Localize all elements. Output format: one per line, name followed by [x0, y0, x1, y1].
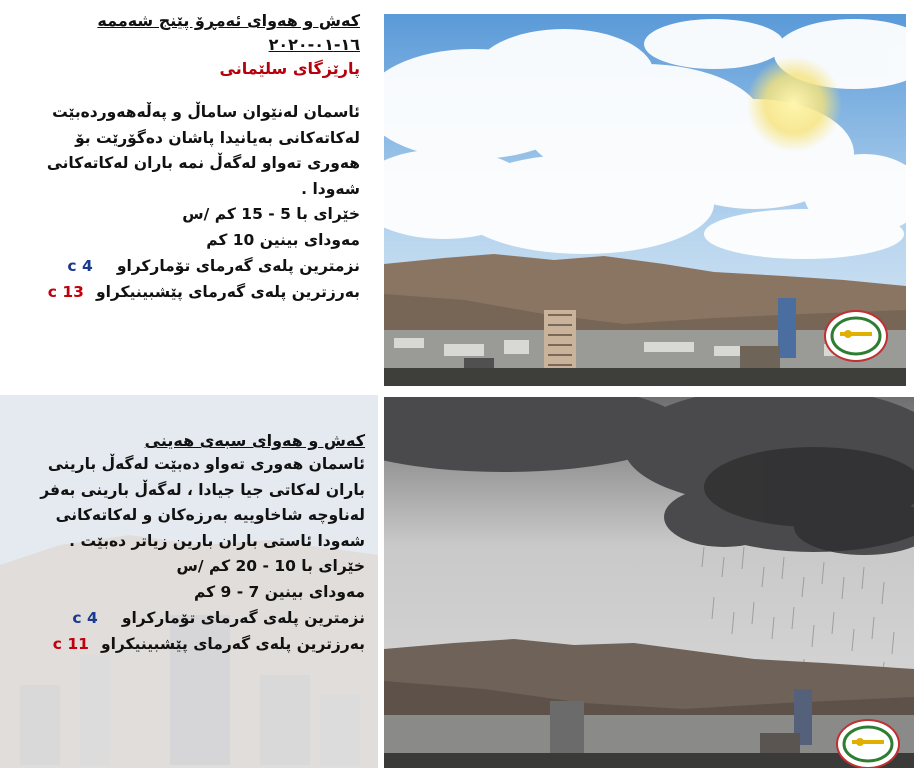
today-desc-line: لەکاتەکانی بەیانیدا پاشان دەگۆرێت بۆ	[75, 128, 360, 147]
today-desc-line: هەوری تەواو لەگەڵ نمە باران لەکاتەکانی	[46, 154, 360, 172]
today-forecast	[20, 10, 360, 305]
tomorrow-min-temp	[20, 605, 365, 631]
min-temp-value: 4 c	[67, 257, 93, 275]
sunny-city-photo	[384, 14, 906, 386]
tomorrow-desc-line: لەناوچە شاخاوییە بەرزەکان و لەکاتەکانی	[55, 506, 365, 524]
tomorrow-desc-line: شەودا ئاستی باران بارین زیاتر دەبێت .	[69, 531, 365, 550]
min-temp-label: نزمترین پلەی گەرمای تۆمارکراو	[121, 609, 365, 627]
tomorrow-title: کەش و هەوای سبەی هەینی	[144, 431, 365, 450]
tomorrow-desc-line: ئاسمان هەوری تەواو دەبێت لەگەڵ بارینی	[47, 455, 365, 473]
min-temp-label: نزمترین پلەی گەرمای تۆمارکراو	[116, 257, 360, 275]
max-temp-label: بەرزترین پلەی گەرمای پێشبینیکراو	[100, 635, 365, 653]
rainy-city-photo	[384, 397, 914, 768]
max-temp-value: 11 c	[52, 635, 89, 653]
tomorrow-visibility: مەودای بینین 7 - 9 کم	[193, 582, 365, 601]
tomorrow-forecast	[20, 430, 365, 657]
max-temp-value: 13 c	[47, 283, 84, 301]
province-name: پارێزگای سلێمانی	[219, 59, 360, 78]
station-logo	[824, 310, 888, 362]
today-desc-line: ئاسمان لەنێوان ساماڵ و پەڵەهەوردەبێت	[52, 103, 360, 121]
tomorrow-desc-line: باران لەکاتی جیا جیادا ، لەگەڵ بارینی بەفر	[40, 480, 365, 499]
tomorrow-wind: خێرای با 10 - 20 کم /س	[176, 557, 365, 575]
today-date: ١٦-٠١-٢٠٢٠	[268, 35, 360, 54]
max-temp-label: بەرزترین پلەی گەرمای پێشبینیکراو	[95, 283, 360, 301]
station-logo	[836, 719, 900, 768]
today-desc-line: شەودا .	[301, 179, 360, 198]
today-max-temp	[20, 279, 360, 305]
min-temp-value: 4 c	[72, 609, 98, 627]
today-wind: خێرای با 5 - 15 کم /س	[182, 205, 360, 223]
today-visibility: مەودای بینین 10 کم	[206, 230, 360, 249]
tomorrow-max-temp	[20, 631, 365, 657]
today-min-temp	[20, 253, 360, 279]
today-title: کەش و هەوای ئەمڕۆ پێنج شەممە	[97, 11, 360, 30]
